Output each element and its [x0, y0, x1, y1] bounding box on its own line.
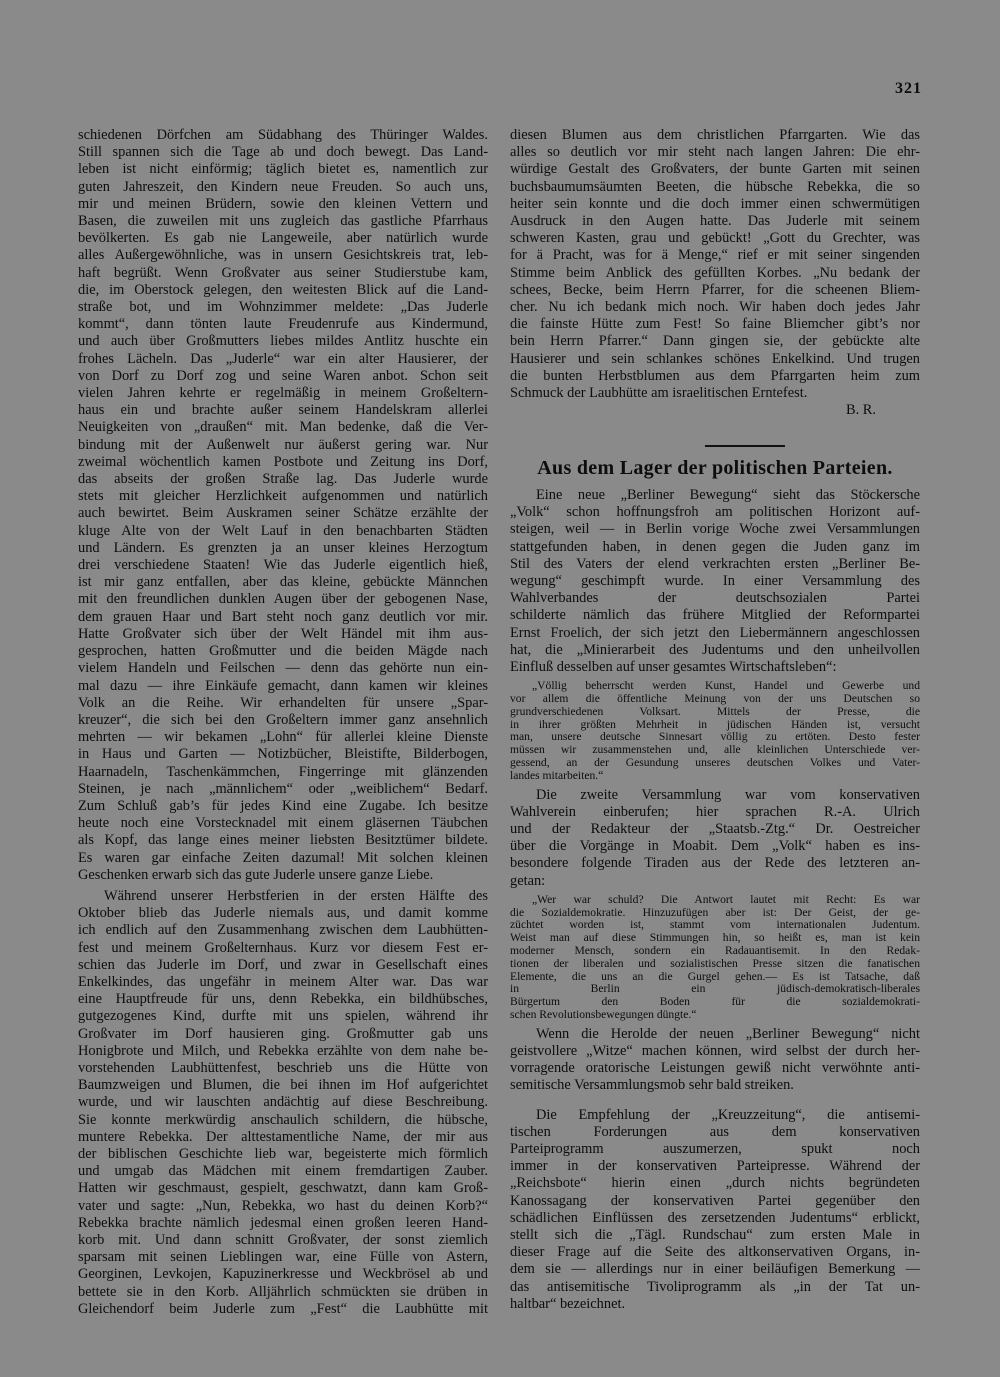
text-line: eine Hauptfreude für uns, denn Rebekka, ein bildhübsches, — [78, 991, 488, 1008]
text-line: kreuzer“, die sich bei den Großeltern immer ganz ansehnlich — [78, 711, 488, 728]
text-line: alles Außergewöhnliche, was in unsern Gesichtskreis trat, leb- — [78, 247, 488, 264]
text-line: müssen wir zusammenstehen und, alle kleinlichen Unterschiede ver- — [510, 743, 920, 757]
paragraph — [510, 787, 920, 890]
text-line: und umgab das Mädchen mit einem fremdartigen Zauber. — [78, 1163, 488, 1180]
text-line: tionen der liberalen und sozialistischen Presse sitzen die fanatischen — [510, 956, 920, 970]
text-line: Kanossagang der konservativen Partei gegenüber den — [510, 1192, 920, 1209]
text-line: auch bewirtet. Beim Auskramen seiner Schätze erzählte der — [78, 505, 488, 522]
text-line: Geschenken erwarb sich das gute Juderle unsere ganze Liebe. — [78, 866, 434, 883]
text-line: die bunten Herbstblumen aus dem Pfarrgarten heim zum — [510, 367, 920, 384]
left-column — [78, 123, 488, 1318]
text-line: ist mir ganz entfallen, aber das kleine, gebückte Männchen — [78, 574, 488, 591]
political-news-section — [510, 487, 920, 1313]
text-line: Baumzweigen und Blumen, die bei ihnen im Hof aufgerichtet — [78, 1077, 488, 1094]
text-line: haltbar“ bezeichnet. — [510, 1295, 626, 1312]
story-continuation — [510, 127, 920, 402]
page-number: 321 — [895, 80, 922, 97]
text-line: Die zweite Versammlung war vom konservativen — [536, 786, 920, 803]
text-line: Es waren gar einfache Zeiten dazumal! Mit solchen kleinen — [78, 849, 488, 866]
text-line: und Ländern. Es grenzten ja an unser kleines Herzogtum — [78, 539, 488, 556]
text-line: Neuigkeiten von „draußen“ mit. Man bedenke, daß die Ver- — [78, 419, 488, 436]
text-line: das abseits der großen Straße lag. Das Juderle wurde — [78, 471, 488, 488]
text-line: haus ein und brachte außer seinem Handelskram allerlei — [78, 402, 488, 419]
text-line: Honigbrote und Milch, und Rebekka erzählte von dem nahe be- — [78, 1042, 488, 1059]
text-line: Wenn die Herolde der neuen „Berliner Bewegung“ nicht — [536, 1025, 920, 1042]
text-line: Hatten wir geschmaust, gespielt, geschwatzt, dann kam Groß- — [78, 1180, 488, 1197]
text-line: diesen Blumen aus dem christlichen Pfarrgarten. Wie das — [510, 127, 920, 143]
text-line: immer in der konservativen Parteipresse. Während der — [510, 1158, 920, 1175]
paragraph — [510, 1026, 920, 1095]
section-heading: Aus dem Lager der politischen Parteien. — [537, 456, 893, 479]
text-line: und der Redakteur der „Staatsb.-Ztg.“ Dr. Oestreicher — [510, 820, 920, 837]
text-line: Schmuck der Laubhütte am israelitischen Erntefest. — [510, 385, 808, 402]
text-line: besondere folgende Tiraden aus der Rede des letzteren an- — [510, 855, 920, 872]
block-quote — [510, 680, 920, 782]
text-line: vielen Jahren kehrte er regelmäßig in meinem Großeltern- — [78, 385, 488, 402]
text-line: mal dazu — ihre Einkäufe gemacht, dann kamen wir kleines — [78, 677, 488, 694]
author-signature: B. R. — [846, 402, 876, 419]
text-line: heute noch eine Vorstecknadel mit einem gläsernen Täubchen — [78, 815, 488, 832]
text-line: wurde, und wir lauschten andächtig auf diese Beschreibung. — [78, 1094, 488, 1111]
text-line: züchtet worden ist, stammt vom internationalen Judentum. — [510, 918, 920, 932]
text-line: dieser Frage auf die Seite des altkonservativen Organs, in- — [510, 1244, 920, 1261]
text-line: in Haus und Garten — Notizbücher, Bleistifte, Bilderbogen, — [78, 746, 488, 763]
text-line: bettete sie in den Korb. Alljährlich schmückten sie drüben in — [78, 1283, 488, 1300]
text-line: frohes Lächeln. Das „Juderle“ war ein alter Hausierer, der — [78, 350, 488, 367]
text-line: „Völlig beherrscht werden Kunst, Handel und Gewerbe und — [532, 679, 920, 693]
text-line: in ihrer größten Mehrheit in jüdischen Händen ist, versucht — [510, 717, 920, 731]
text-line: muntere Rebekka. Der alttestamentliche Name, der mir aus — [78, 1128, 488, 1145]
text-line: Zum Schluß gab’s für jedes Kind eine Zugabe. Ich besitze — [78, 797, 488, 814]
text-line: Wahlverbandes der deutschsozialen Partei — [510, 590, 920, 607]
text-line: gutgezogenes Kind, durfte mit uns spielen, während ihr — [78, 1008, 488, 1025]
text-line: Einfluß desselben auf unser gesamtes Wirtschaftsleben“: — [510, 658, 837, 675]
text-line: schees, Becke, beim Herrn Pfarrer, for die scheenen Bliem- — [510, 281, 920, 298]
text-line: Wahlverein einberufen; hier sprachen R.-A. Ulrich — [510, 803, 920, 820]
text-line: Während unserer Herbstferien in der ersten Hälfte des — [104, 887, 488, 904]
text-line: Ernst Froelich, der sich jetzt den Liebermännern angeschlossen — [510, 624, 920, 641]
text-line: steigen, weil — in Berlin vorige Woche zwei Versammlungen — [510, 521, 920, 538]
text-line: Hausierer und sein schlankes schönes Enkelkind. Und trugen — [510, 350, 920, 367]
text-line: alles so deutlich vor mir steht nach langen Jahren: Die ehr- — [510, 144, 920, 161]
text-line: der biblischen Geschichte lieb war, begeisterte mich förmlich — [78, 1145, 488, 1162]
text-line: schen Revolutionsbewegungen düngte.“ — [510, 1007, 697, 1021]
text-line: vor allem die öffentliche Meinung von der uns Deutschen so — [510, 691, 920, 705]
text-line: cher. Nu ich bedank mich noch. Wir haben doch jedes Jahr — [510, 299, 920, 316]
text-line: Parteiprogramm auszumerzen, spukt noch — [510, 1140, 920, 1157]
text-line: buchsbaumumsäumten Beeten, die hübsche Rebekka, die so — [510, 178, 920, 195]
text-line: guten Jahreszeit, den Kindern neue Freuden. So auch uns, — [78, 178, 488, 195]
text-line: schilderte nämlich das frühere Mitglied der Reformpartei — [510, 607, 920, 624]
text-line: kluge Alte von der Welt Lauf in den benachbarten Städten — [78, 522, 488, 539]
text-line: heiter sein konnte und die doch immer einen schwermütigen — [510, 195, 920, 212]
text-line: das antisemitische Tivoliprogramm als „in der Tat un- — [510, 1278, 920, 1295]
text-line: Georginen, Levkojen, Kapuzinerkresse und Weckbrösel ab und — [78, 1266, 488, 1283]
text-line: Gleichendorf beim Juderle zum „Fest“ die Laubhütte mit — [78, 1300, 488, 1317]
text-line: schädlichen Einflüssen des zersetzenden Judentums“ erblickt, — [510, 1209, 920, 1226]
text-line: mit den freundlichen dunklen Augen über der gebogenen Nase, — [78, 591, 488, 608]
text-line: Bürgertum den Boden für die sozialdemokrati- — [510, 995, 920, 1009]
text-line: Weist man auf diese Stimmungen hin, so heißt es, man ist kein — [510, 931, 920, 945]
text-line: Eine neue „Berliner Bewegung“ sieht das Stöckersche — [536, 486, 920, 503]
text-line: bein Herrn Pfarrer.“ Dann gingen sie, der gebückte alte — [510, 333, 920, 350]
text-line: Steinen, je nach „männlichem“ oder „weiblichem“ Bedarf. — [78, 780, 488, 797]
text-line: die Sozialdemokratie. Hinzuzufügen aber ist: Der Geist, der ge- — [510, 905, 920, 919]
text-line: grundverschiedenen Volksart. Mittels der Presse, die — [510, 704, 920, 718]
text-line: schiedenen Dörfchen am Südabhang des Thüringer Waldes. — [78, 127, 488, 143]
text-line: bindung mit der Außenwelt nur äußerst gering war. Nur — [78, 436, 488, 453]
text-line: haft begrüßt. Wenn Großvater aus seiner Studierstube kam, — [78, 264, 488, 281]
paragraph — [78, 127, 488, 884]
paragraph — [510, 127, 920, 402]
text-line: gesprochen, hatten Großmutter und die beiden Mägde nach — [78, 643, 488, 660]
text-line: Basen, die zuweilen mit uns zugleich das gastliche Pfarrhaus — [78, 213, 488, 230]
text-line: drei verschiedene Staaten! Wie das Juderle eigentlich hieß, — [78, 557, 488, 574]
text-line: bevölkerten. Es gab nie Langeweile, aber natürlich wurde — [78, 230, 488, 247]
paragraph — [78, 888, 488, 1318]
text-line: man, unsere deutsche Sinnesart völlig zu ertöten. Desto fester — [510, 730, 920, 744]
text-line: for ä Pracht, was for ä Menge,“ rief er mit seiner singenden — [510, 247, 920, 264]
paragraph — [510, 487, 920, 676]
text-line: moderner Mensch, sondern ein Radauantisemit. In den Redak- — [510, 943, 920, 957]
text-line: würdige Gestalt des Großvaters, der bunte Garten mit seinen — [510, 161, 920, 178]
text-line: Großvater im Dorf hausieren ging. Großmutter gab uns — [78, 1025, 488, 1042]
text-line: schien das Juderle im Dorf, und zwar in Gesellschaft eines — [78, 956, 488, 973]
text-line: die fainste Hütte zum Fest! So faine Bliemcher gibt’s nor — [510, 316, 920, 333]
text-line: korb mit. Und dann schnitt Großvater, der sonst ziemlich — [78, 1232, 488, 1248]
text-line: wegung“ geschimpft wurde. In einer Versammlung des — [510, 572, 920, 589]
text-line: tischen Forderungen aus dem konservativen — [510, 1123, 920, 1140]
text-line: gessend, an der Gesundung unseres deutschen Volkes und Vater- — [510, 755, 920, 769]
text-line: ich endlich auf den Zusammenhang zwischen dem Laubhütten- — [78, 922, 488, 939]
text-line: Ausdruck in den Augen hatte. Das Juderle mit seinem — [510, 213, 920, 230]
text-line: leben ist nicht einförmig; täglich bietet es, namentlich zur — [78, 161, 488, 178]
text-line: geistvollere „Witze“ machen können, wird selbst der durch her- — [510, 1042, 920, 1059]
text-line: Stil des Vaters der elend verkrachten ersten „Berliner Be- — [510, 555, 920, 572]
text-line: in Berlin ein jüdisch-demokratisch-liberales — [510, 982, 920, 996]
text-line: Haarnadeln, Taschenkämmchen, Fingerringe mit glänzenden — [78, 763, 488, 780]
block-quote — [510, 894, 920, 1022]
text-line: schweren Kasten, grau und gebückt! „Gott du Grechter, was — [510, 230, 920, 247]
text-line: Still spannen sich die Tage ab und doch bewegt. Das Land- — [78, 144, 488, 161]
text-line: getan: — [510, 872, 546, 889]
text-line: Stimme beim Anblick des gefüllten Korbes. „Nu bedank der — [510, 264, 920, 281]
text-line: straße bot, und im Wohnzimmer meldete: „Das Juderle — [78, 299, 488, 316]
text-line: Hatte Großvater sich über der Welt Händel mit ihm aus- — [78, 625, 488, 642]
text-line: semitische Versammlungsmob sehr bald streiken. — [510, 1077, 794, 1094]
text-line: Volk an die Reihe. Wir erhandelten für unsere „Spar- — [78, 694, 488, 711]
text-line: stellt sich die „Tägl. Rundschau“ zum ersten Male in — [510, 1226, 920, 1243]
text-line: stattgefunden haben, in denen gegen die Juden ganz im — [510, 538, 920, 555]
section-divider — [705, 445, 785, 447]
text-line: fest und meinem Großelternhaus. Kurz vor diesem Fest er- — [78, 939, 488, 956]
text-line: von Dorf zu Dorf zog und seine Waren anbot. Schon seit — [78, 367, 488, 384]
text-line: und auch über Großmutters liebes mildes Antlitz huschte ein — [78, 333, 488, 350]
text-line: mehrten — wir bekamen „Lohn“ für allerlei kleine Dienste — [78, 729, 488, 746]
text-line: vielem Handeln und Feilschen — denn das gehörte nun ein- — [78, 660, 488, 677]
text-line: „Wer war schuld? Die Antwort lautet mit Recht: Es war — [532, 892, 920, 906]
text-line: vorstehenden Laubhüttenfest, beschrieb uns die Hütte von — [78, 1059, 488, 1076]
text-line: zweimal wöchentlich kamen Postbote und Zeitung ins Dorf, — [78, 453, 488, 470]
text-line: mir und meinen Brüdern, sowie den kleinen Vettern und — [78, 195, 488, 212]
text-line: sparsam mit seinen Lieblingen war, eine Fülle von Astern, — [78, 1249, 488, 1266]
text-line: die, im Oberstock gelegen, den weitesten Blick auf die Land- — [78, 281, 488, 298]
paragraph — [510, 1107, 920, 1313]
text-line: kommt“, dann tönten laute Freudenrufe aus Kindermund, — [78, 316, 488, 333]
text-line: dem grauen Haar und Bart steht noch ganz deutlich vor mir. — [78, 608, 488, 625]
text-line: vorragende oratorische Leistungen gewiß nicht verwöhnte anti- — [510, 1060, 920, 1077]
text-line: stets mit gleicher Herzlichkeit aufgenommen und natürlich — [78, 488, 488, 505]
text-line: Die Empfehlung der „Kreuzzeitung“, die antisemi- — [536, 1106, 920, 1123]
text-line: hat, die „Minierarbeit des Judentums und den unheilvollen — [510, 641, 920, 658]
text-line: Sie konnte merkwürdig anschaulich schildern, die hübsche, — [78, 1111, 488, 1128]
text-line: „Reichsbote“ hierin einen „durch nichts begründeten — [510, 1175, 920, 1192]
text-line: Elemente, die uns an die Gurgel gehen.— Es ist Tatsache, daß — [510, 969, 920, 983]
text-line: „Volk“ schon hoffnungsfroh am politischen Horizont auf- — [510, 504, 920, 521]
text-line: Oktober blieb das Juderle niemals aus, und damit komme — [78, 905, 488, 922]
text-line: Rebekka brachte nämlich jedesmal einen großen leeren Hand- — [78, 1214, 488, 1231]
right-column — [510, 123, 920, 1313]
text-line: vater und sagte: „Nun, Rebekka, wo hast du deinen Korb?“ — [78, 1197, 488, 1214]
text-line: über die Vorgänge in Moabit. Dem „Volk“ haben es ins- — [510, 838, 920, 855]
text-line: dem sie — allerdings nur in einer beiläufigen Bemerkung — — [510, 1261, 920, 1278]
text-line: Enkelkindes, das ungefähr in meinem Alter war. Das war — [78, 973, 488, 990]
text-line: als Kopf, das lange eines meiner liebsten Besitztümer bildete. — [78, 832, 488, 849]
text-line: landes mitarbeiten.“ — [510, 768, 604, 782]
